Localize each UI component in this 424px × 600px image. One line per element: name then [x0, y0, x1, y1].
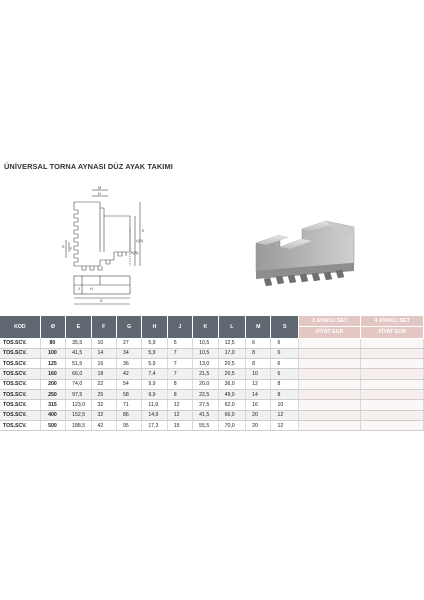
col-header-l: L — [218, 316, 246, 338]
cell-m: 20 — [246, 410, 271, 420]
col-header-f: F — [91, 316, 116, 338]
cell-k: 55,5 — [193, 420, 218, 430]
cell-e: 66,0 — [66, 369, 91, 379]
cell-dia: 500 — [40, 420, 65, 430]
cell-dia: 400 — [40, 410, 65, 420]
cell-l: 62,0 — [218, 400, 246, 410]
cell-price-set4 — [361, 389, 424, 399]
cell-e: 51,5 — [66, 359, 91, 369]
cell-m: 8 — [246, 348, 271, 358]
cell-dia: 80 — [40, 338, 65, 348]
cell-price-set4 — [361, 400, 424, 410]
col-header-set3: 3 AYAKLI SET — [299, 316, 361, 327]
cell-k: 27,5 — [193, 400, 218, 410]
cell-price-set3 — [299, 338, 361, 348]
cell-dia: 200 — [40, 379, 65, 389]
cell-g: 54 — [116, 379, 141, 389]
cell-h: 7,4 — [142, 369, 167, 379]
cell-f: 22 — [91, 379, 116, 389]
cell-g: 42 — [116, 369, 141, 379]
cell-price-set4 — [361, 338, 424, 348]
cell-j: 12 — [167, 410, 192, 420]
cell-l: 49,0 — [218, 389, 246, 399]
cell-f: 32 — [91, 400, 116, 410]
table-header-row — [0, 316, 424, 327]
table-row — [0, 420, 424, 430]
cell-s: 12 — [271, 410, 299, 420]
cell-l: 66,0 — [218, 410, 246, 420]
cell-e: 74,0 — [66, 379, 91, 389]
cell-j: 8 — [167, 379, 192, 389]
dim-label-top2: N — [98, 192, 101, 196]
cell-e: 97,5 — [66, 389, 91, 399]
cell-price-set3 — [299, 379, 361, 389]
jaw-technical-drawing — [60, 180, 160, 312]
jaw-product-image — [250, 205, 362, 295]
cell-k: 10,5 — [193, 348, 218, 358]
col-subheader-set3-price: FİYAT EUR — [299, 327, 361, 338]
cell-e: 35,5 — [66, 338, 91, 348]
cell-k: 13,0 — [193, 359, 218, 369]
col-header-m: M — [246, 316, 271, 338]
cell-e: 152,5 — [66, 410, 91, 420]
cell-k: 41,5 — [193, 410, 218, 420]
cell-h: 17,3 — [142, 420, 167, 430]
cell-j: 5 — [167, 338, 192, 348]
cell-f: 16 — [91, 359, 116, 369]
col-header-s: S — [271, 316, 299, 338]
table-row — [0, 410, 424, 420]
page-title: ÜNİVERSAL TORNA AYNASI DÜZ AYAK TAKIMI — [4, 162, 173, 171]
dim-label-k: K(N) — [131, 251, 139, 255]
cell-m: 20 — [246, 420, 271, 430]
cell-h: 5,9 — [142, 359, 167, 369]
cell-l: 20,5 — [218, 359, 246, 369]
spec-table — [0, 316, 424, 431]
cell-s: 6 — [271, 369, 299, 379]
cell-h: 5,9 — [142, 348, 167, 358]
col-header-h: H — [142, 316, 167, 338]
cell-h: 14,9 — [142, 410, 167, 420]
cell-kod: TOS.SCV. — [0, 348, 40, 358]
cell-price-set3 — [299, 389, 361, 399]
cell-j: 7 — [167, 359, 192, 369]
cell-g: 27 — [116, 338, 141, 348]
cell-kod: TOS.SCV. — [0, 410, 40, 420]
cell-kod: TOS.SCV. — [0, 400, 40, 410]
cell-price-set3 — [299, 369, 361, 379]
col-header-g: G — [116, 316, 141, 338]
cell-price-set3 — [299, 400, 361, 410]
cell-kod: TOS.SCV. — [0, 389, 40, 399]
table-row — [0, 379, 424, 389]
col-header-dia: Ø — [40, 316, 65, 338]
table-row — [0, 348, 424, 358]
cell-j: 8 — [167, 389, 192, 399]
cell-m: 8 — [246, 359, 271, 369]
cell-k: 10,5 — [193, 338, 218, 348]
cell-dia: 125 — [40, 359, 65, 369]
cell-g: 71 — [116, 400, 141, 410]
cell-s: 8 — [271, 379, 299, 389]
cell-price-set4 — [361, 420, 424, 430]
cell-f: 10 — [91, 338, 116, 348]
cell-e: 41,5 — [66, 348, 91, 358]
col-header-k: K — [193, 316, 218, 338]
dim-label-f: F — [70, 247, 73, 251]
cell-m: 16 — [246, 400, 271, 410]
cell-m: 12 — [246, 379, 271, 389]
cell-s: 8 — [271, 389, 299, 399]
cell-s: 10 — [271, 400, 299, 410]
cell-price-set3 — [299, 359, 361, 369]
cell-f: 25 — [91, 389, 116, 399]
cell-price-set3 — [299, 410, 361, 420]
cell-l: 36,0 — [218, 379, 246, 389]
cell-g: 86 — [116, 410, 141, 420]
dim-label-g: G — [100, 299, 103, 303]
cell-e: 188,5 — [66, 420, 91, 430]
cell-f: 14 — [91, 348, 116, 358]
table-row — [0, 338, 424, 348]
cell-g: 34 — [116, 348, 141, 358]
cell-h: 9,9 — [142, 389, 167, 399]
col-header-j: J — [167, 316, 192, 338]
cell-g: 95 — [116, 420, 141, 430]
cell-dia: 250 — [40, 389, 65, 399]
col-header-kod: KOD — [0, 316, 40, 338]
cell-g: 36 — [116, 359, 141, 369]
cell-price-set4 — [361, 359, 424, 369]
cell-j: 7 — [167, 348, 192, 358]
cell-k: 20,0 — [193, 379, 218, 389]
cell-h: 11,9 — [142, 400, 167, 410]
col-header-e: E — [66, 316, 91, 338]
cell-f: 42 — [91, 420, 116, 430]
cell-g: 58 — [116, 389, 141, 399]
cell-kod: TOS.SCV. — [0, 379, 40, 389]
cell-s: 6 — [271, 359, 299, 369]
cell-dia: 315 — [40, 400, 65, 410]
dim-label-h: H — [90, 287, 93, 291]
cell-h: 9,9 — [142, 379, 167, 389]
table-row — [0, 400, 424, 410]
dim-label-j: J — [78, 287, 80, 291]
cell-j: 7 — [167, 369, 192, 379]
cell-dia: 160 — [40, 369, 65, 379]
cell-h: 5,9 — [142, 338, 167, 348]
dim-label-l: L(D) — [136, 239, 143, 243]
cell-k: 22,5 — [193, 389, 218, 399]
col-subheader-set4-price: FİYAT EUR — [361, 327, 424, 338]
cell-m: 6 — [246, 338, 271, 348]
cell-l: 17,0 — [218, 348, 246, 358]
cell-m: 14 — [246, 389, 271, 399]
cell-k: 21,5 — [193, 369, 218, 379]
cell-price-set4 — [361, 410, 424, 420]
cell-e: 123,0 — [66, 400, 91, 410]
dim-label-e: E — [142, 229, 145, 233]
cell-f: 32 — [91, 410, 116, 420]
cell-price-set3 — [299, 348, 361, 358]
cell-price-set4 — [361, 369, 424, 379]
cell-j: 12 — [167, 400, 192, 410]
dim-label-top1: M — [98, 186, 101, 190]
table-row — [0, 359, 424, 369]
cell-dia: 100 — [40, 348, 65, 358]
cell-s: 12 — [271, 420, 299, 430]
cell-l: 12,5 — [218, 338, 246, 348]
cell-price-set4 — [361, 379, 424, 389]
cell-s: 6 — [271, 338, 299, 348]
cell-m: 10 — [246, 369, 271, 379]
cell-price-set4 — [361, 348, 424, 358]
dim-label-s: S — [62, 245, 65, 249]
cell-kod: TOS.SCV. — [0, 369, 40, 379]
table-row — [0, 389, 424, 399]
table-row — [0, 369, 424, 379]
cell-f: 18 — [91, 369, 116, 379]
col-header-set4: 4 AYAKLI SET — [361, 316, 424, 327]
cell-kod: TOS.SCV. — [0, 359, 40, 369]
cell-l: 70,0 — [218, 420, 246, 430]
cell-kod: TOS.SCV. — [0, 420, 40, 430]
cell-kod: TOS.SCV. — [0, 338, 40, 348]
cell-j: 15 — [167, 420, 192, 430]
cell-s: 6 — [271, 348, 299, 358]
cell-l: 20,5 — [218, 369, 246, 379]
cell-price-set3 — [299, 420, 361, 430]
